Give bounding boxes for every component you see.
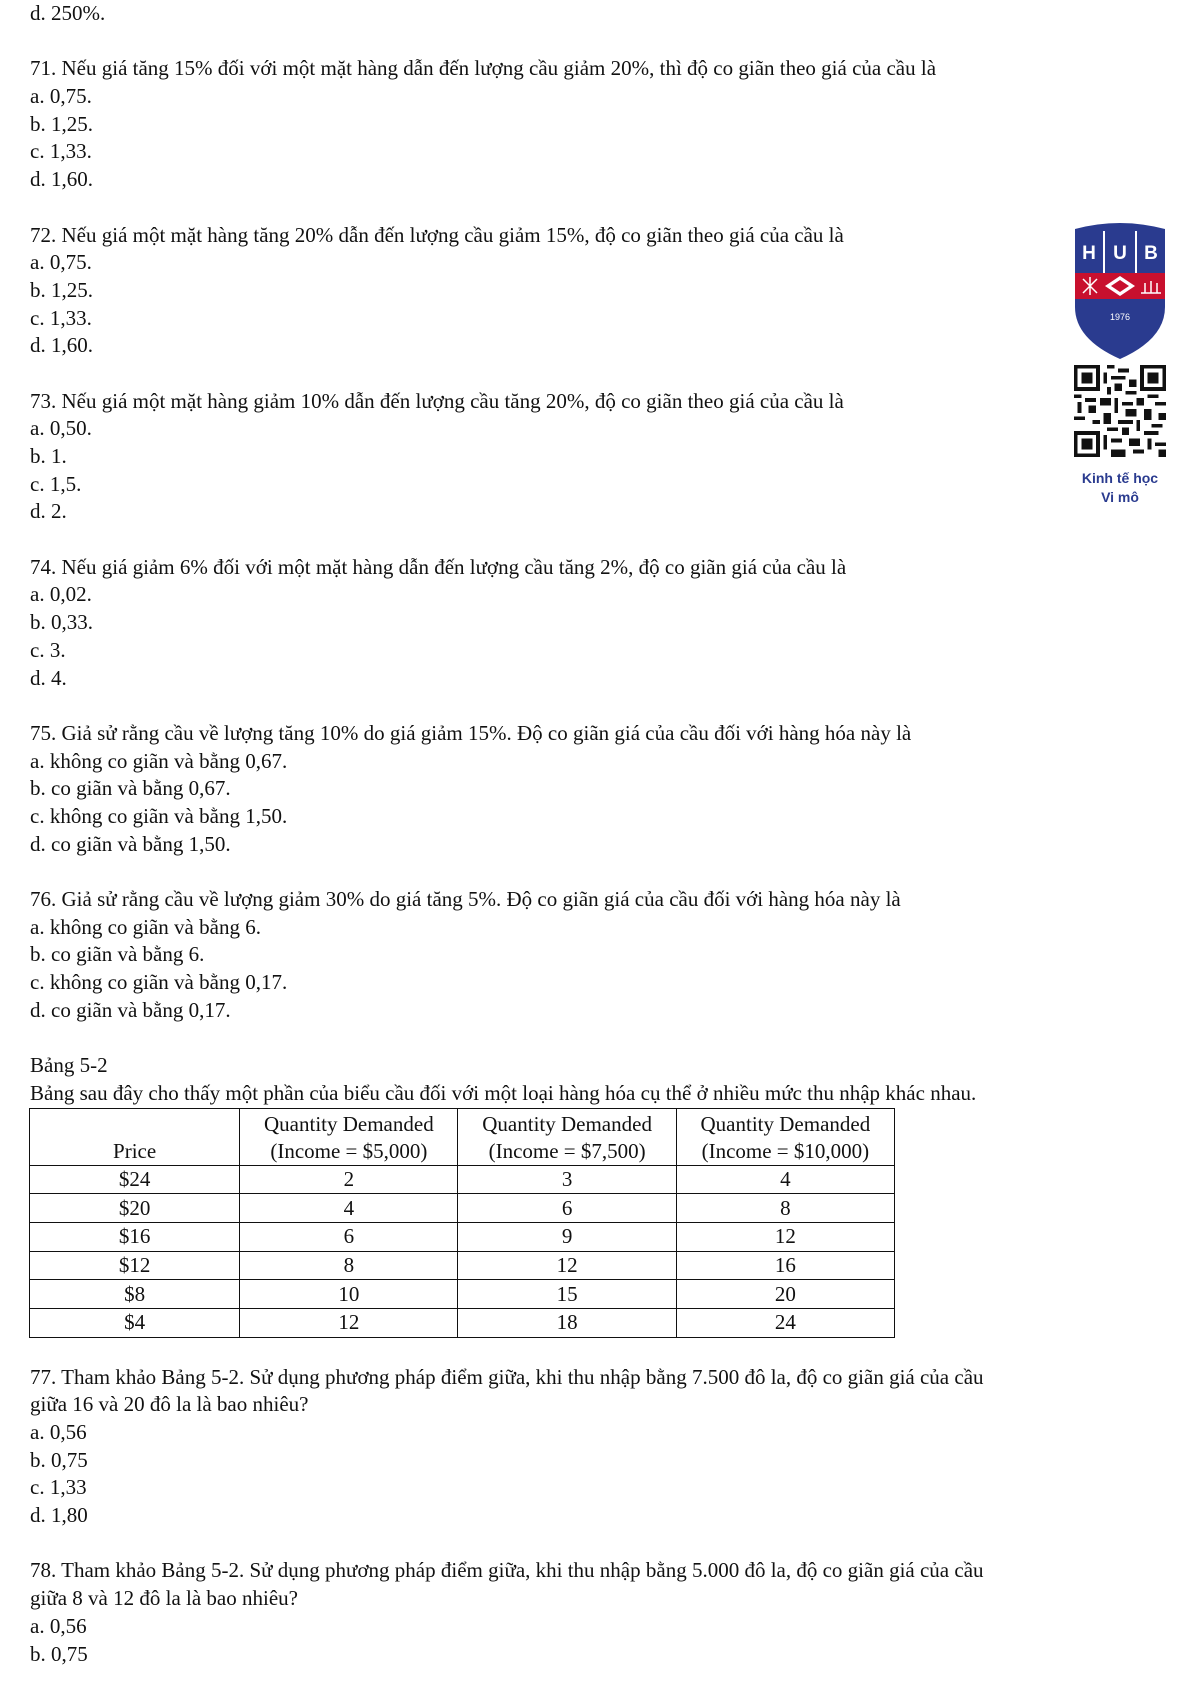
table-cell: 8 (240, 1251, 458, 1280)
table-row (30, 1308, 895, 1337)
answer-option: a. 0,75. (30, 250, 92, 275)
header-line-1: Quantity Demanded (482, 1111, 652, 1136)
table-cell: 2 (240, 1165, 458, 1194)
answer-option: b. 1. (30, 444, 67, 468)
header-line-1: Quantity Demanded (700, 1111, 871, 1136)
table-cell: $20 (30, 1194, 240, 1223)
logo-letter-h: H (1082, 243, 1096, 264)
table-cell: $8 (30, 1280, 240, 1309)
answer-option: c. 1,33. (30, 139, 92, 164)
table-cell: 12 (240, 1308, 458, 1337)
answer-option: a. 0,75. (30, 84, 92, 109)
side-caption-line1: Kinh tế học (1081, 470, 1159, 486)
demand-schedule-table (29, 1108, 895, 1338)
answer-option: b. 0,75 (30, 1447, 88, 1472)
table-row (30, 1280, 895, 1309)
questions-block-b (30, 1364, 1150, 1669)
table-header-cell (676, 1108, 894, 1165)
table-cell: 4 (676, 1165, 894, 1194)
answer-option: a. 0,50. (30, 416, 92, 441)
logo-letter-b: B (1144, 243, 1158, 264)
table-cell: 16 (676, 1251, 894, 1280)
answer-option: d. 1,80 (30, 1503, 88, 1528)
answer-option: d. co giãn và bằng 0,17. (30, 997, 231, 1022)
table-cell: 6 (458, 1194, 676, 1223)
table-row (30, 1222, 895, 1251)
table-cell: 18 (458, 1308, 676, 1337)
answer-option: a. không co giãn và bằng 6. (30, 914, 261, 939)
question-stem: 71. Nếu giá tăng 15% đối với một mặt hàng dẫn đến lượng cầu giảm 20%, thì độ co giãn theo giá của cầu là (30, 56, 937, 81)
table-cell: 8 (676, 1194, 894, 1223)
table-cell: 12 (458, 1251, 676, 1280)
question-stem: giữa 16 và 20 đô la là bao nhiêu? (30, 1392, 309, 1417)
answer-option: c. 1,33. (30, 305, 92, 330)
answer-option: a. không co giãn và bằng 0,67. (30, 748, 288, 773)
table-cell: 3 (458, 1165, 676, 1194)
answer-option: c. không co giãn và bằng 0,17. (30, 970, 288, 995)
question-stem: 72. Nếu giá một mặt hàng tăng 20% dẫn đến lượng cầu giảm 15%, độ co giãn theo giá của cầu là (30, 222, 844, 247)
answer-option: d. 1,60. (30, 333, 93, 358)
table-cell: 20 (676, 1280, 894, 1309)
qr-code-icon (1074, 365, 1166, 457)
answer-option: b. co giãn và bằng 6. (30, 942, 205, 967)
table-cell: 4 (240, 1194, 458, 1223)
document-page (30, 0, 1150, 1668)
question-stem: 78. Tham khảo Bảng 5-2. Sử dụng phương pháp điểm giữa, khi thu nhập bằng 5.000 đô la, độ co giãn giá của cầu (30, 1558, 984, 1583)
table-cell: $4 (30, 1308, 240, 1337)
table-cell: 10 (240, 1280, 458, 1309)
header-line-2: (Income = $7,500) (488, 1138, 646, 1163)
prev-option: d. 250%. (30, 1, 106, 25)
answer-option: b. 1,25. (30, 277, 93, 302)
table-cell: 12 (676, 1222, 894, 1251)
table-cell: $12 (30, 1251, 240, 1280)
answer-option: a. 0,56 (30, 1613, 87, 1638)
table-header-cell (30, 1108, 240, 1165)
question-stem: 76. Giả sử rằng cầu về lượng giảm 30% do giá tăng 5%. Độ co giãn giá của cầu đối với hàng hóa này là (30, 887, 901, 911)
header-line-2: Price (113, 1138, 157, 1163)
table-header-cell (240, 1108, 458, 1165)
answer-option: b. co giãn và bằng 0,67. (30, 776, 231, 801)
answer-option: d. 1,60. (30, 167, 93, 192)
table-cell: 9 (458, 1222, 676, 1251)
questions-block-a (30, 55, 1150, 1052)
header-line-2: (Income = $10,000) (701, 1138, 870, 1163)
hub-logo (1073, 221, 1167, 361)
answer-option: b. 1,25. (30, 111, 93, 136)
answer-option: c. 1,5. (30, 471, 82, 496)
table-cell: 15 (458, 1280, 676, 1309)
table-cell: 6 (240, 1222, 458, 1251)
table-row (30, 1251, 895, 1280)
answer-option: a. 0,02. (30, 582, 92, 607)
question-stem: 74. Nếu giá giảm 6% đối với một mặt hàng dẫn đến lượng cầu tăng 2%, độ co giãn giá của cầu là (30, 554, 847, 579)
question-stem: 77. Tham khảo Bảng 5-2. Sử dụng phương pháp điểm giữa, khi thu nhập bằng 7.500 đô la, độ co giãn giá của cầu (30, 1364, 984, 1389)
answer-option: a. 0,56 (30, 1420, 87, 1444)
answer-option: b. 0,75 (30, 1641, 88, 1666)
table-description: Bảng sau đây cho thấy một phần của biểu cầu đối với một loại hàng hóa cụ thể ở nhiều mức thu nhập khác nhau. (30, 1080, 977, 1105)
question-stem: 73. Nếu giá một mặt hàng giảm 10% dẫn đến lượng cầu tăng 20%, độ co giãn theo giá của cầu là (30, 388, 844, 413)
header-line-1: Quantity Demanded (264, 1111, 434, 1136)
table-cell: $24 (30, 1165, 240, 1194)
answer-option: b. 0,33. (30, 610, 93, 635)
answer-option: d. 2. (30, 499, 67, 524)
header-line-2: (Income = $5,000) (270, 1138, 428, 1163)
table-row (30, 1194, 895, 1223)
answer-option: d. 4. (30, 665, 67, 690)
question-stem: 75. Giả sử rằng cầu về lượng tăng 10% do giá giảm 15%. Độ co giãn giá của cầu đối với hàng hóa này là (30, 720, 912, 745)
answer-option: d. co giãn và bằng 1,50. (30, 831, 231, 856)
table-cell: 24 (676, 1308, 894, 1337)
logo-year: 1976 (1109, 312, 1131, 322)
table-cell: $16 (30, 1222, 240, 1251)
answer-option: c. 3. (30, 637, 66, 662)
table-title: Bảng 5-2 (30, 1053, 108, 1078)
question-stem: giữa 8 và 12 đô la là bao nhiêu? (30, 1586, 298, 1611)
table-row (30, 1165, 895, 1194)
answer-option: c. 1,33 (30, 1475, 87, 1500)
logo-letter-u: U (1113, 243, 1127, 264)
answer-option: c. không co giãn và bằng 1,50. (30, 803, 288, 828)
table-header-cell (458, 1108, 676, 1165)
side-caption-line2: Vi mô (1101, 489, 1139, 505)
